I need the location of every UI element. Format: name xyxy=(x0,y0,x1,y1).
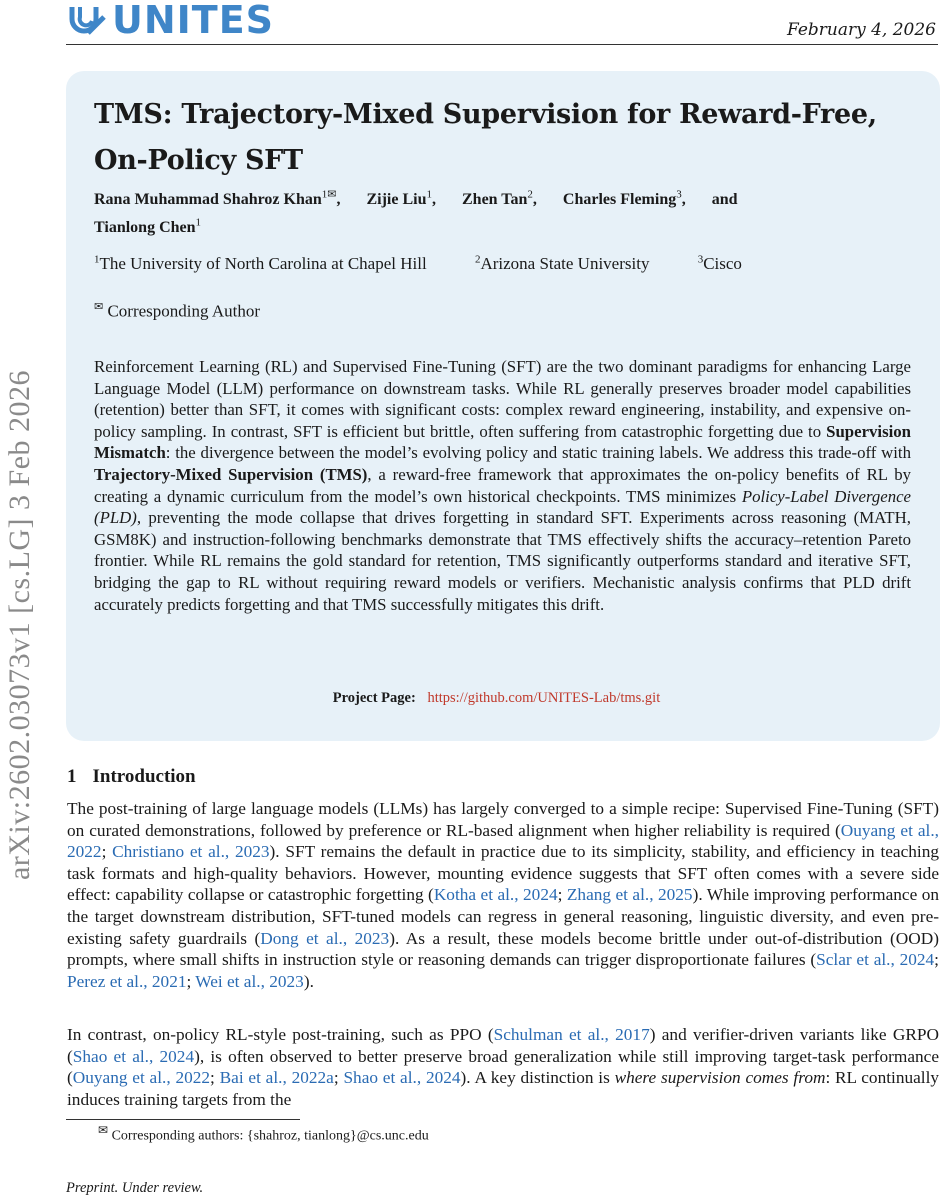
unites-logo-icon xyxy=(68,3,108,37)
intro-paragraph-2: In contrast, on-policy RL-style post-training, such as PPO (Schulman et al., 2017) and verifier-driven variants like GRPO (Shao et al., 2024), is often observed to better preserve broad generalization while still improving target-task performance (Ouyang et al., 2022; Bai et al., 2022a; Shao et al., 2024). A key distinction is where supervision comes from: RL continually induces training targets from the xyxy=(67,1025,940,1109)
affiliation: $^3$Cisco xyxy=(697,253,742,273)
citation-link[interactable]: Perez et al., 2021 xyxy=(67,971,187,991)
arxiv-id-text: arXiv:2602.03073v1 [cs.LG] 3 Feb 2026 xyxy=(3,369,36,881)
project-page-label: Project Page: xyxy=(332,690,416,706)
envelope-icon: ✉ xyxy=(98,1123,109,1137)
corresponding-author-note: ✉ Corresponding Author xyxy=(94,301,260,321)
page-footer: Preprint. Under review. xyxy=(66,1180,204,1196)
citation-link[interactable]: Zhang et al., 2025 xyxy=(566,885,693,905)
author: Zhen Tan$^2$, xyxy=(462,189,537,209)
citation-link[interactable]: Ouyang et al., 2022 xyxy=(67,820,939,862)
footnote-rule xyxy=(66,1119,300,1120)
author-list xyxy=(94,184,912,239)
citation-link[interactable]: Kotha et al., 2024 xyxy=(433,885,558,905)
project-page xyxy=(94,690,899,707)
paper-title xyxy=(94,92,894,184)
author: Zijie Liu$^1$, xyxy=(366,189,436,209)
citation-link[interactable]: Christiano et al., 2023 xyxy=(112,842,270,862)
header-date: February 4, 2026 xyxy=(786,20,936,40)
citation-link[interactable]: Sclar et al., 2024 xyxy=(816,950,935,970)
author-conjunction: and xyxy=(711,191,738,209)
author: Charles Fleming$^3$, xyxy=(562,189,686,209)
author: Tianlong Chen$^1$ xyxy=(94,216,202,236)
affiliation: $^2$Arizona State University xyxy=(474,253,650,273)
unites-logo xyxy=(68,0,274,40)
author: Rana Muhammad Shahroz Khan$^{1✉}$, xyxy=(94,189,341,209)
citation-link[interactable]: Dong et al., 2023 xyxy=(260,928,390,948)
abstract-text: Reinforcement Learning (RL) and Supervised Fine-Tuning (SFT) are the two dominant paradigms for enhancing Large Language Model (LLM) performance on downstream tasks. While RL generally preserves broader model capabilities (retention) better than SFT, it comes with significant costs: complex reward engineering, instability, and expensive on-policy sampling. In contrast, SFT is efficient but brittle, often suffering from catastrophic forgetting due to Supervision Mismatch: the divergence between the model’s evolving policy and static training labels. We address this trade-off with Trajectory-Mixed Supervision (TMS), a reward-free framework that approximates the on-policy benefits of RL by creating a dynamic curriculum from the model’s own historical checkpoints. TMS minimizes Policy-Label Divergence (PLD), preventing the mode collapse that drives forgetting in standard SFT. Experiments across reasoning (MATH, GSM8K) and instruction-following benchmarks demonstrate that TMS effectively shifts the accuracy–retention Pareto frontier. While RL remains the gold standard for retention, TMS significantly outperforms standard and iterative SFT, bridging the gap to RL without requiring reward models or verifiers. Mechanistic analysis confirms that PLD drift accurately predicts forgetting and that TMS successfully mitigates this drift. xyxy=(94,357,911,614)
citation-link[interactable]: Shao et al., 2024 xyxy=(343,1068,461,1088)
envelope-icon: ✉ xyxy=(94,301,104,313)
title-line-2: On-Policy SFT xyxy=(94,145,303,176)
citation-link[interactable]: Bai et al., 2022a xyxy=(219,1068,334,1088)
citation-link[interactable]: Schulman et al., 2017 xyxy=(493,1025,650,1044)
affiliations xyxy=(94,253,786,274)
section-heading xyxy=(67,766,196,788)
logo-text: UNITES xyxy=(112,0,275,42)
citation-link[interactable]: Wei et al., 2023 xyxy=(195,971,304,991)
header-rule xyxy=(66,44,938,45)
corresponding-author-icon: ✉ xyxy=(327,189,337,201)
title-line-1: TMS: Trajectory-Mixed Supervision for Reward-Free, xyxy=(94,99,877,130)
section-number: 1 xyxy=(67,766,77,787)
section-title: Introduction xyxy=(92,766,196,787)
citation-link[interactable]: Ouyang et al., 2022 xyxy=(72,1068,211,1088)
intro-paragraph-1: The post-training of large language models (LLMs) has largely converged to a simple recipe: Supervised Fine-Tuning (SFT) on curated demonstrations, followed by preference or RL-based alignment when higher reliability is required (Ouyang et al., 2022; Christiano et al., 2023). SFT remains the default in practice due to its simplicity, stability, and efficiency in teaching task formats and high-quality behaviors. However, mounting evidence suggests that SFT often comes with a severe side effect: capability collapse or catastrophic forgetting (Kotha et al., 2024; Zhang et al., 2025). While improving performance on the target downstream distribution, SFT-tuned models can regress in general reasoning, linguistic diversity, and even pre-existing safety guardrails (Dong et al., 2023). As a result, these models become brittle under out-of-distribution (OOD) prompts, where small shifts in instruction style or reasoning demands can trigger disproportionate failures (Sclar et al., 2024; Perez et al., 2021; Wei et al., 2023). xyxy=(67,799,939,991)
arxiv-stamp xyxy=(0,0,40,1200)
affiliation: $^1$The University of North Carolina at Chapel Hill xyxy=(94,253,427,273)
footnote: ✉ Corresponding authors: {shahroz, tianlong}@cs.unc.edu xyxy=(98,1123,429,1144)
citation-link[interactable]: Shao et al., 2024 xyxy=(72,1046,195,1066)
project-page-link[interactable]: https://github.com/UNITES-Lab/tms.git xyxy=(427,690,661,706)
